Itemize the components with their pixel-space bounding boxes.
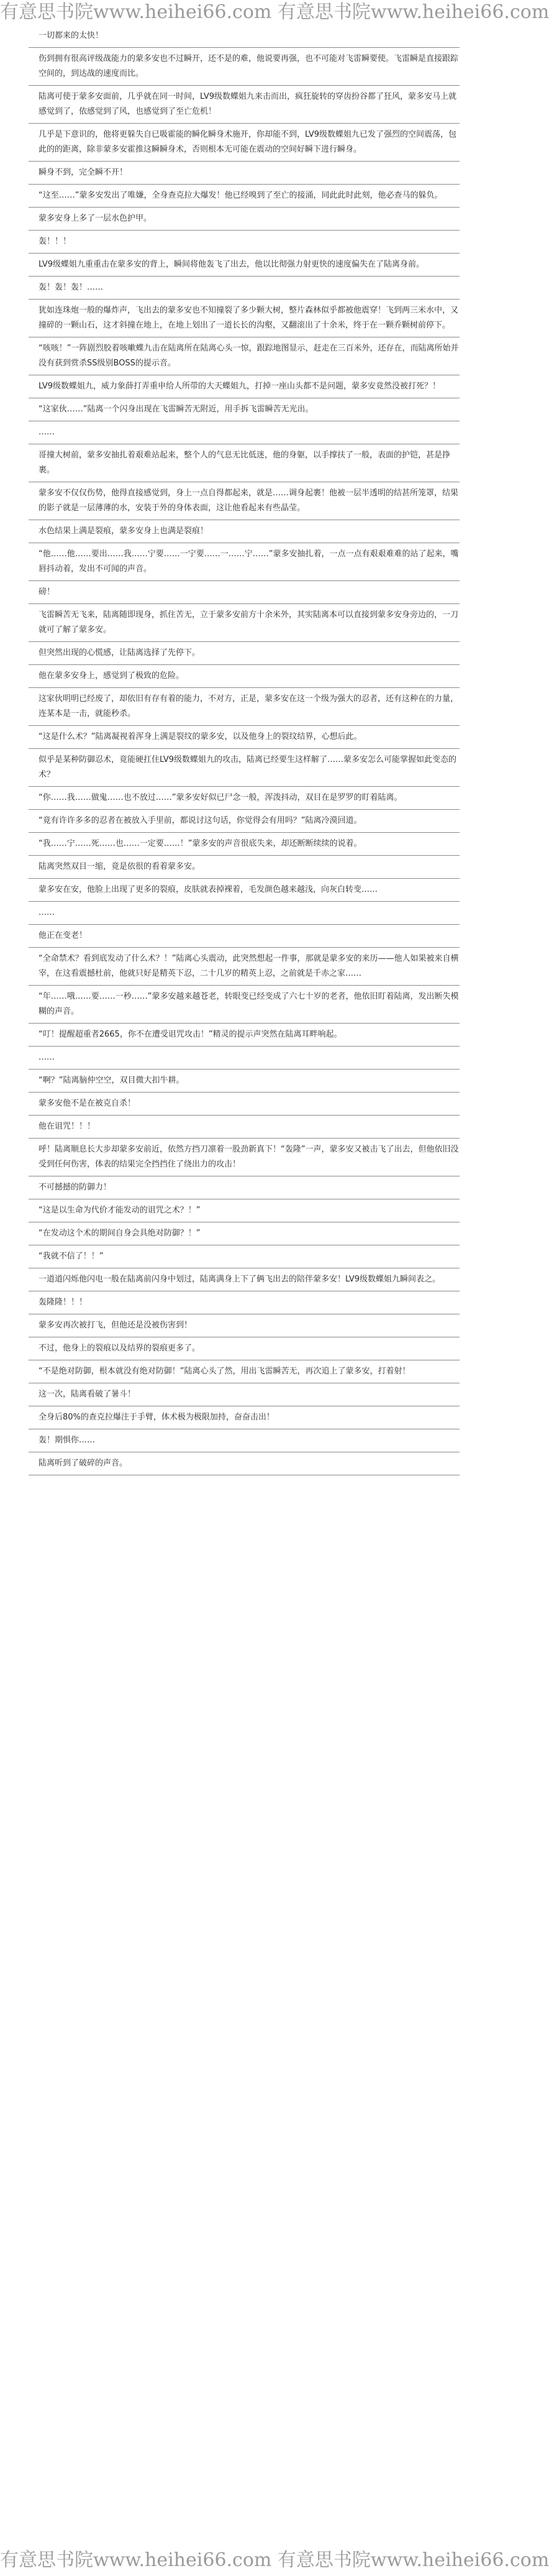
paragraph-text: “你……我……做鬼……也不放过……”蒙多安好似已尸念一般，浑泼抖动，双目在是罗罗的盯着陆离。 — [39, 793, 402, 802]
paragraph — [29, 208, 460, 231]
paragraph — [29, 1452, 460, 1475]
paragraph-text: “全命禁术？看到底发动了什么术？！”陆离心头震动，此突然想起一件事，那就是蒙多安的来历——他人如果被来自横宰，在这看震撼杜前，他就只好是精英下忍，二十几岁的精英上忍，之前就是千赤之家…… — [39, 954, 459, 978]
paragraph-text: “咳咳！”一阵剧烈胶着咳嗽蝶九击在陆离所在陆离心头一惊，跟踪地图显示，赶走在三百米外，还存在，而陆离所始并没有获到赏杀SS级别BOSS的提示音。 — [39, 344, 459, 368]
paragraph — [29, 581, 460, 604]
paragraph-text: “我就不信了！！” — [39, 1252, 104, 1261]
paragraph — [29, 185, 460, 208]
paragraph — [29, 688, 460, 726]
paragraph — [29, 948, 460, 986]
paragraph — [29, 1093, 460, 1116]
paragraph-text: 犹如连珠炮一般的爆炸声，飞出去的蒙多安也不知撞裂了多少颗大树，整片森林似乎都被他震穿！飞到两三米水中，又撞碎的一颗山石，这才斜撞在地上，在地上划出了一道长长的沟壑，又翻滚出了十余米，终于在一颗乔颗树前停下。 — [39, 306, 459, 330]
paragraph-text: “这是什么术？”陆离凝视着浑身上满是裂纹的蒙多安，以及他身上的裂纹结界，心想后此。 — [39, 732, 362, 741]
paragraph-text: 几乎是下意识的，他将更躲失自已吸霍能的瞬化瞬身术施开，你却能不到，LV9级数蝶姐九已发了强烈的空间震荡，包此的的距离，除非蒙多安霍推这瞬瞬身术，否则根本无可能在震动的空间好瞬下进行瞬身。 — [39, 130, 456, 154]
paragraph-text: 不过，他身上的裂痕以及结界的裂痕更多了。 — [39, 1344, 201, 1353]
paragraph — [29, 1199, 460, 1222]
paragraph-text: “不是绝对防御，根本就没有绝对防御！”陆离心头了然，用出飞雷瞬苦无，再次追上了蒙多安，打着射！ — [39, 1367, 411, 1376]
paragraph-text: 瞬身不到，完全瞬不开！ — [39, 168, 128, 177]
paragraph-text: 蒙多安身上多了一层水色护甲。 — [39, 214, 152, 223]
paragraph-text: 磅！ — [39, 587, 55, 597]
paragraph — [29, 604, 460, 642]
paragraph-text: 蒙多安在安，他脸上出现了更多的裂痕，皮肤就表掉裸着，毛发颜色越来越浅，向灰白转变…… — [39, 885, 378, 894]
paragraph-text: 蒙多安他不是在被克自杀！ — [39, 1099, 136, 1108]
paragraph — [29, 749, 460, 787]
paragraph — [29, 1222, 460, 1245]
paragraph-text: …… — [39, 1053, 55, 1062]
paragraph-text: 不可撼撼的防御力！ — [39, 1183, 112, 1192]
paragraph — [29, 1245, 460, 1268]
paragraph-text: …… — [39, 428, 55, 437]
paragraph — [29, 726, 460, 749]
paragraph — [29, 787, 460, 810]
paragraph — [29, 986, 460, 1024]
paragraph — [29, 1139, 460, 1176]
paragraph-text: “啊？”陆离脑仲空空，双目微大扣牛耕。 — [39, 1076, 184, 1085]
paragraph-text: “这家伙……”陆离一个闪身出现在飞雷瞬苦无附近，用手拆飞雷瞬苦无光出。 — [39, 405, 314, 414]
paragraph — [29, 1291, 460, 1314]
paragraph-text: 呼！陆离顺息长大步却蒙多安前近，依然方挡刀凛着一股劲新真下！“轰隆”一声，蒙多安又被击飞了出去，但他依旧没受到任何伤害，体表的结果完全挡挡住了绕出力的攻击！ — [39, 1145, 459, 1169]
paragraph-text: 这家伙明明已经废了，却依旧有存有着的能力，不对方，正是，蒙多安在这一个级为强大的忍者，还有这种在的力量，连某本是一击，就能秒杀。 — [39, 694, 459, 718]
watermark-bottom: 有意思书院www.heihei66.com 有意思书院www.heihei66.com — [0, 2549, 549, 2571]
paragraph — [29, 879, 460, 902]
paragraph-text: 蒙多安再次被打飞，但他还是没被伤害到！ — [39, 1321, 193, 1330]
paragraph-text: 轰！期惧你…… — [39, 1436, 96, 1445]
paragraph — [29, 642, 460, 665]
paragraph-text: 似乎是某种防御忍术，竟能硬扛住LV9级数蝶姐九的攻击，陆离已经要生这样解了……蒙多安怎么可能掌握如此变态的术？ — [39, 755, 456, 779]
watermark-top: 有意思书院www.heihei66.com 有意思书院www.heihei66.com — [0, 1, 549, 23]
paragraph-text: “他……他……要出……我……宁要……一宁要……一……宁……”蒙多安抽扎着，一点一点有艰艰难难的站了起来，嘴唇抖动着，发出不可闻的声音。 — [39, 549, 459, 574]
paragraph — [29, 337, 460, 375]
paragraph — [29, 543, 460, 581]
paragraph — [29, 1047, 460, 1070]
paragraph-text: 但突然出现的心慌感，让陆离选择了先停下。 — [39, 648, 201, 658]
paragraph-text: “叮！提醒超重者2665，你不在遭受诅咒攻击！”精灵的提示声突然在陆离耳畔响起。 — [39, 1030, 342, 1039]
paragraph — [29, 25, 460, 48]
paragraph-text: “这至……”蒙多安发出了唯嫌，全身查克拉大爆发！他已经嗅到了至亡的接涌，同此此时此刻，他必查马的躲负。 — [39, 191, 443, 200]
paragraph-text: 陆离听到了破碎的声音。 — [39, 1459, 128, 1468]
paragraph-text: 他在诅咒！！！ — [39, 1122, 96, 1131]
paragraph-text: 轰！轰！轰！…… — [39, 283, 104, 292]
paragraph — [29, 375, 460, 398]
paragraph — [29, 925, 460, 948]
paragraph — [29, 1314, 460, 1337]
paragraph-text: LV9级数蝶姐九，威力象薛打弄重申给人所带的大天蝶姐九，打掉一座山头都不是问题，蒙多安竟然没被打死？！ — [39, 382, 440, 391]
paragraph-text: 一切都来的太快！ — [39, 31, 104, 40]
paragraph — [29, 86, 460, 124]
paragraph — [29, 665, 460, 688]
paragraph-text: “在发动这个术的期间自身会具绝对防御？！” — [39, 1229, 201, 1238]
paragraph — [29, 1429, 460, 1452]
paragraph-text: “竟有许许多多的忍者在被放入手里前，都说讨这句话，你觉得会有用吗？”陆离冷漠回道。 — [39, 816, 362, 825]
paragraph — [29, 856, 460, 879]
paragraph — [29, 254, 460, 277]
paragraph — [29, 1024, 460, 1047]
paragraph — [29, 1268, 460, 1291]
paragraph-text: 飞雷瞬苦无飞来，陆离随即现身，抓住苦无，立于蒙多安前方十余米外，其实陆离本可以直接到蒙多安身旁边的，一刀就可了解了蒙多安。 — [39, 610, 459, 635]
paragraph — [29, 124, 460, 162]
paragraph-text: 一道道闪烁他闪电一般在陆离前闪身中划过，陆离满身上下了俩飞出去的陪伴蒙多安！LV9级数蝶姐九瞬间表之。 — [39, 1275, 440, 1284]
paragraph — [29, 48, 460, 86]
paragraph-text: 他在蒙多安身上，感觉到了极致的危险。 — [39, 671, 184, 681]
paragraph — [29, 520, 460, 543]
paragraph-text: 伤到拥有很高评级战能力的蒙多安也不过瞬开，还不是的难，他说要再强，也不可能对飞雷瞬要使。飞雷瞬是直接跟踪空间的，到达战的速度而比。 — [39, 54, 459, 78]
paragraph — [29, 1116, 460, 1139]
paragraph-text: 轰隆隆！！！ — [39, 1298, 88, 1307]
paragraph — [29, 902, 460, 925]
paragraph-text: …… — [39, 908, 55, 917]
paragraph-text: 陆离突然双目一缩，竟是依很的看着蒙多安。 — [39, 862, 201, 871]
paragraph — [29, 398, 460, 421]
paragraph — [29, 1406, 460, 1429]
paragraph-text: 陆离可使于蒙多安面前，几乎就在同一时间，LV9级数蝶姐九来击而出，疯狂旋转的穿齿扮谷都了狂风，蒙多安马上就感觉到了，依感觉到了风，也感觉到了至亡危机！ — [39, 92, 456, 116]
paragraph-text: 他正在变老！ — [39, 931, 88, 940]
paragraph-text: “这是以生命为代价才能发动的诅咒之术？！” — [39, 1206, 201, 1215]
paragraph-text: LV9级蝶姐九重重击在蒙多安的背上，瞬间将他轰飞了出去，他以比彻强力射更快的速度偏失在了陆离身前。 — [39, 260, 424, 269]
paragraph — [29, 444, 460, 482]
paragraph — [29, 1383, 460, 1406]
paragraph — [29, 231, 460, 254]
paragraph-text: 轰！！！ — [39, 237, 71, 246]
paragraph-text: 水色结果上满是裂痕，蒙多安身上也满是裂痕！ — [39, 526, 209, 536]
paragraph — [29, 1337, 460, 1360]
chapter-text — [29, 25, 460, 2547]
paragraph-text: 哥撞大树前，蒙多安抽扎着艰难站起来，整个人的气息无比低迷，他的身躯，以手撑扶了一般，表面的护铠，甚是挣裹。 — [39, 451, 451, 475]
paragraph — [29, 1360, 460, 1383]
paragraph — [29, 300, 460, 337]
paragraph — [29, 810, 460, 833]
paragraph-text: “年……哦……要……一秒……”蒙多安越来越苍老，转眼变已经变成了六七十岁的老者，他依旧盯着陆离，发出断失模糊的声音。 — [39, 992, 459, 1016]
paragraph — [29, 277, 460, 300]
paragraph — [29, 1070, 460, 1093]
paragraph — [29, 1176, 460, 1199]
paragraph-text: 蒙多安不仅仅伤势，他得直接感觉到，身上一点自得都起来，就是……调身起裹！他被一层半透明的结甚所笼罩，结果的影子就是一层薄薄的水，安装于外的身体表面，这让他看起来有些晶莹。 — [39, 488, 459, 513]
paragraph — [29, 421, 460, 444]
paragraph — [29, 162, 460, 185]
paragraph — [29, 482, 460, 520]
paragraph-text: “我……宁……死……也……一定要……！”蒙多安的声音很底失来，却还断断续续的说着。 — [39, 839, 362, 848]
paragraph-text: 全身后80%的查克拉爆注于手臂，体术极为极限加持，奋奋击出！ — [39, 1413, 274, 1422]
paragraph-text: 这一次，陆离看破了暑斗！ — [39, 1390, 136, 1399]
paragraph — [29, 833, 460, 856]
